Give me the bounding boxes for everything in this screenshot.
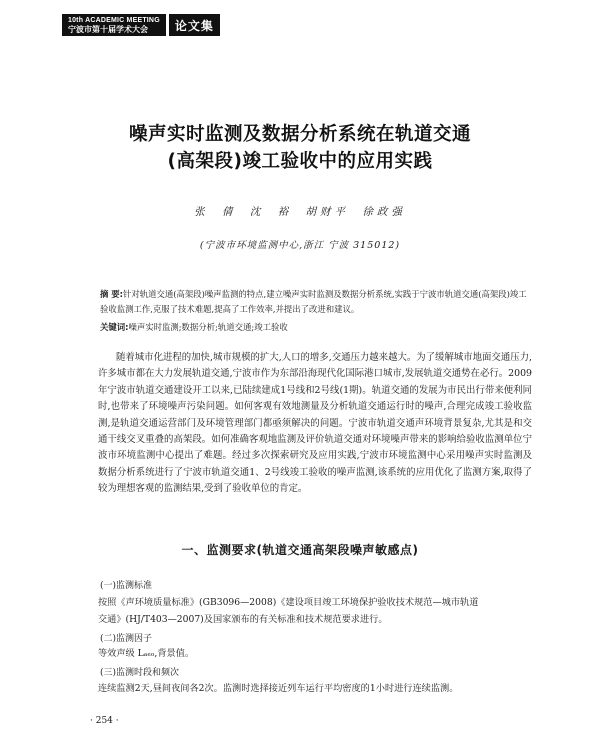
abstract-label: 摘 要: (100, 289, 124, 299)
intro-paragraph: 随着城市化进程的加快,城市规模的扩大,人口的增多,交通压力越来越大。为了缓解城市地面交通压力,许多城市都在大力发展轨道交通,宁波市作为东部沿海现代化国际港口城市,发展轨道交通势在必行。2009年宁波市轨道交通建设开工以来,已陆续建成1号线和2号线(1期)。轨道交通的发展为市民出行带来便利同时,也带来了环境噪声污染问题。如何客观有效地测量及分析轨道交通运行时的噪声,合理完成竣工验收监测,是轨道交通运营部门及环境管理部门都亟须解决的问题。宁波市轨道交通声环境背景复杂,尤其是和交通干线交叉重叠的高架段。如何准确客观地监测及评价轨道交通对环境噪声带来的影响给验收监测单位宁波市环境监测中心提出了难题。经过多次探索研究及应用实践,宁波市环境监测中心采用噪声实时监测及数据分析系统进行了宁波市轨道交通1、2号线竣工验收的噪声监测,该系统的应用优化了监测方案,取得了较为理想客观的监测结果,受到了验收单位的肯定。 (98, 352, 532, 495)
abstract (100, 287, 530, 316)
header-meeting-cn: 宁波市第十届学术大会 (68, 25, 148, 34)
paper-title-line-2: (高架段)竣工验收中的应用实践 (167, 151, 433, 172)
standards-text-line-1: 按照《声环境质量标准》(GB3096—2008)《建设项目竣工环境保护验收技术规范—城市轨道 (98, 597, 479, 608)
frequency-text: 连续监测2天,昼间夜间各2次。监测时选择接近列车运行平均密度的1小时进行连续监测。 (98, 683, 459, 694)
header-left-block (62, 14, 166, 36)
paper-title-line-1: 噪声实时监测及数据分析系统在轨道交通 (128, 124, 471, 145)
abstract-text: 针对轨道交通(高架段)噪声监测的特点,建立噪声实时监测及数据分析系统,实践于宁波市轨道交通(高架段)竣工验收监测工作,克服了技术难题,提高了工作效率,并提出了改进和建议。 (100, 289, 527, 314)
factor-text: 等效声级 Lₐₑₒ,背景值。 (98, 648, 195, 659)
page-number: · 254 · (90, 716, 119, 726)
subheading-factors: (二)监测因子 (100, 634, 153, 644)
header-proceedings-label: 论文集 (168, 14, 220, 36)
journal-header-tag (62, 14, 220, 36)
keywords-text: 噪声实时监测;数据分析;轨道交通;竣工验收 (128, 322, 288, 332)
subheading-frequency: (三)监测时段和频次 (100, 668, 180, 678)
affiliation: (宁波市环境监测中心,浙江 宁波 315012) (199, 240, 401, 251)
header-meeting-en: 10th ACADEMIC MEETING (68, 17, 160, 24)
subheading-standards: (一)监测标准 (100, 581, 153, 591)
keywords (100, 321, 530, 333)
keywords-label: 关键词: (100, 322, 129, 332)
standards-text-line-2: 交通》(HJ/T403—2007)及国家颁布的有关标准和技术规范要求进行。 (98, 614, 388, 625)
section-heading-1: 一、监测要求(轨道交通高架段噪声敏感点) (181, 543, 419, 557)
author-list: 张 倩 沈 裕 胡财平 徐政强 (194, 206, 406, 218)
